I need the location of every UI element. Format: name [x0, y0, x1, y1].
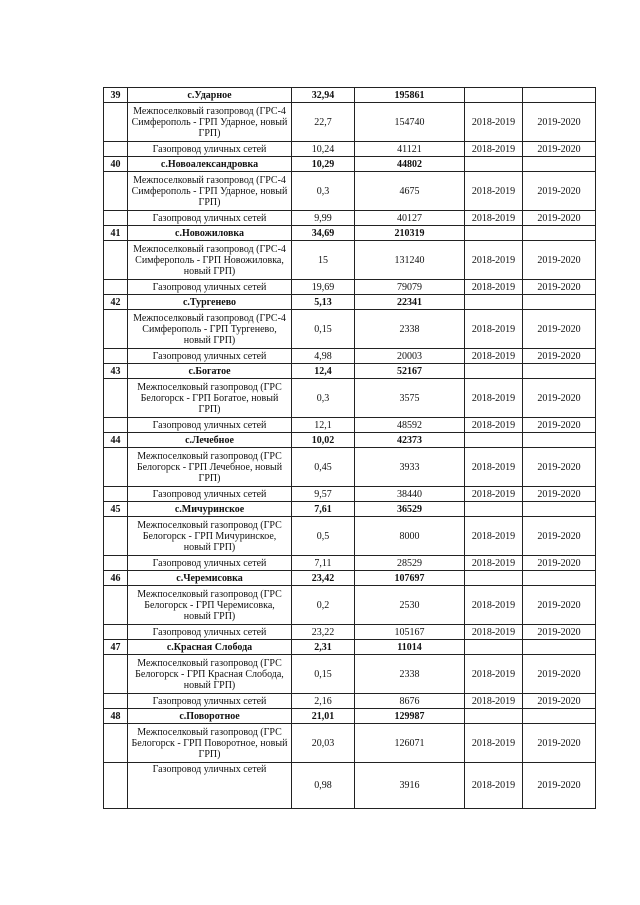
empty-cell	[523, 640, 596, 655]
empty-cell	[465, 709, 523, 724]
empty-cell	[104, 655, 128, 694]
total-length: 2,31	[292, 640, 355, 655]
empty-cell	[104, 556, 128, 571]
length-km: 12,1	[292, 418, 355, 433]
length-km: 22,7	[292, 103, 355, 142]
work-description: Межпоселковый газопровод (ГРС-4 Симферополь - ГРП Тургенево, новый ГРП)	[128, 310, 292, 349]
length-km: 7,11	[292, 556, 355, 571]
total-cost: 195861	[355, 88, 465, 103]
work-description: Газопровод уличных сетей	[128, 487, 292, 502]
gasification-table	[103, 87, 596, 809]
row-number: 46	[104, 571, 128, 586]
settlement-row	[104, 502, 596, 517]
street-network-row	[104, 487, 596, 502]
settlement-name: с.Поворотное	[128, 709, 292, 724]
pipeline-row	[104, 517, 596, 556]
empty-cell	[104, 211, 128, 226]
length-km: 9,99	[292, 211, 355, 226]
empty-cell	[465, 226, 523, 241]
settlement-name: с.Ударное	[128, 88, 292, 103]
work-description: Газопровод уличных сетей	[128, 763, 292, 809]
empty-cell	[104, 448, 128, 487]
table-body	[104, 88, 596, 809]
empty-cell	[465, 640, 523, 655]
work-description: Межпоселковый газопровод (ГРС Белогорск - ГРП Мичуринское, новый ГРП)	[128, 517, 292, 556]
pipeline-row	[104, 724, 596, 763]
cost-value: 2530	[355, 586, 465, 625]
total-length: 5,13	[292, 295, 355, 310]
street-network-row	[104, 694, 596, 709]
row-number: 40	[104, 157, 128, 172]
length-km: 9,57	[292, 487, 355, 502]
settlement-name: с.Новоалександровка	[128, 157, 292, 172]
settlement-row	[104, 571, 596, 586]
cost-value: 3933	[355, 448, 465, 487]
settlement-row	[104, 364, 596, 379]
settlement-name: с.Тургенево	[128, 295, 292, 310]
empty-cell	[104, 694, 128, 709]
length-km: 4,98	[292, 349, 355, 364]
cost-value: 4675	[355, 172, 465, 211]
total-length: 7,61	[292, 502, 355, 517]
construction-period: 2019-2020	[523, 448, 596, 487]
construction-period: 2019-2020	[523, 280, 596, 295]
empty-cell	[465, 295, 523, 310]
work-description: Газопровод уличных сетей	[128, 418, 292, 433]
pipeline-row	[104, 310, 596, 349]
total-length: 23,42	[292, 571, 355, 586]
cost-value: 38440	[355, 487, 465, 502]
design-period: 2018-2019	[465, 349, 523, 364]
pipeline-row	[104, 379, 596, 418]
settlement-name: с.Красная Слобода	[128, 640, 292, 655]
construction-period: 2019-2020	[523, 724, 596, 763]
settlement-name: с.Новожиловка	[128, 226, 292, 241]
construction-period: 2019-2020	[523, 310, 596, 349]
empty-cell	[104, 310, 128, 349]
row-number: 42	[104, 295, 128, 310]
construction-period: 2019-2020	[523, 556, 596, 571]
length-km: 0,3	[292, 379, 355, 418]
design-period: 2018-2019	[465, 586, 523, 625]
empty-cell	[523, 571, 596, 586]
empty-cell	[104, 763, 128, 809]
empty-cell	[104, 418, 128, 433]
construction-period: 2019-2020	[523, 694, 596, 709]
empty-cell	[465, 364, 523, 379]
pipeline-row	[104, 172, 596, 211]
work-description: Газопровод уличных сетей	[128, 556, 292, 571]
construction-period: 2019-2020	[523, 487, 596, 502]
design-period: 2018-2019	[465, 724, 523, 763]
settlement-row	[104, 88, 596, 103]
construction-period: 2019-2020	[523, 241, 596, 280]
cost-value: 40127	[355, 211, 465, 226]
design-period: 2018-2019	[465, 241, 523, 280]
length-km: 0,5	[292, 517, 355, 556]
settlement-row	[104, 157, 596, 172]
work-description: Межпоселковый газопровод (ГРС Белогорск - ГРП Богатое, новый ГРП)	[128, 379, 292, 418]
construction-period: 2019-2020	[523, 418, 596, 433]
design-period: 2018-2019	[465, 655, 523, 694]
empty-cell	[104, 103, 128, 142]
settlement-row	[104, 433, 596, 448]
length-km: 0,3	[292, 172, 355, 211]
work-description: Межпоселковый газопровод (ГРС Белогорск - ГРП Черемисовка, новый ГРП)	[128, 586, 292, 625]
total-cost: 107697	[355, 571, 465, 586]
design-period: 2018-2019	[465, 448, 523, 487]
length-km: 0,15	[292, 655, 355, 694]
design-period: 2018-2019	[465, 694, 523, 709]
construction-period: 2019-2020	[523, 625, 596, 640]
length-km: 20,03	[292, 724, 355, 763]
construction-period: 2019-2020	[523, 655, 596, 694]
length-km: 19,69	[292, 280, 355, 295]
construction-period: 2019-2020	[523, 763, 596, 809]
street-network-row	[104, 418, 596, 433]
cost-value: 3916	[355, 763, 465, 809]
settlement-row	[104, 226, 596, 241]
row-number: 43	[104, 364, 128, 379]
pipeline-row	[104, 103, 596, 142]
design-period: 2018-2019	[465, 211, 523, 226]
cost-value: 131240	[355, 241, 465, 280]
empty-cell	[104, 241, 128, 280]
empty-cell	[104, 586, 128, 625]
empty-cell	[465, 433, 523, 448]
total-length: 32,94	[292, 88, 355, 103]
settlement-name: с.Мичуринское	[128, 502, 292, 517]
work-description: Газопровод уличных сетей	[128, 349, 292, 364]
design-period: 2018-2019	[465, 310, 523, 349]
total-cost: 11014	[355, 640, 465, 655]
street-network-row	[104, 211, 596, 226]
construction-period: 2019-2020	[523, 349, 596, 364]
row-number: 48	[104, 709, 128, 724]
total-cost: 129987	[355, 709, 465, 724]
empty-cell	[523, 157, 596, 172]
empty-cell	[523, 295, 596, 310]
length-km: 23,22	[292, 625, 355, 640]
construction-period: 2019-2020	[523, 142, 596, 157]
length-km: 0,15	[292, 310, 355, 349]
construction-period: 2019-2020	[523, 103, 596, 142]
design-period: 2018-2019	[465, 625, 523, 640]
construction-period: 2019-2020	[523, 379, 596, 418]
row-number: 45	[104, 502, 128, 517]
design-period: 2018-2019	[465, 379, 523, 418]
construction-period: 2019-2020	[523, 517, 596, 556]
total-length: 10,02	[292, 433, 355, 448]
work-description: Межпоселковый газопровод (ГРС-4 Симферополь - ГРП Новожиловка, новый ГРП)	[128, 241, 292, 280]
street-network-row	[104, 280, 596, 295]
street-network-row	[104, 763, 596, 809]
design-period: 2018-2019	[465, 103, 523, 142]
length-km: 0,2	[292, 586, 355, 625]
row-number: 41	[104, 226, 128, 241]
design-period: 2018-2019	[465, 763, 523, 809]
cost-value: 126071	[355, 724, 465, 763]
design-period: 2018-2019	[465, 517, 523, 556]
work-description: Газопровод уличных сетей	[128, 280, 292, 295]
cost-value: 2338	[355, 310, 465, 349]
length-km: 2,16	[292, 694, 355, 709]
empty-cell	[104, 487, 128, 502]
empty-cell	[104, 517, 128, 556]
empty-cell	[523, 433, 596, 448]
pipeline-row	[104, 448, 596, 487]
length-km: 0,98	[292, 763, 355, 809]
cost-value: 28529	[355, 556, 465, 571]
work-description: Газопровод уличных сетей	[128, 694, 292, 709]
cost-value: 41121	[355, 142, 465, 157]
settlement-name: с.Богатое	[128, 364, 292, 379]
total-length: 21,01	[292, 709, 355, 724]
empty-cell	[523, 502, 596, 517]
design-period: 2018-2019	[465, 142, 523, 157]
street-network-row	[104, 625, 596, 640]
total-length: 10,29	[292, 157, 355, 172]
cost-value: 8676	[355, 694, 465, 709]
street-network-row	[104, 556, 596, 571]
settlement-row	[104, 640, 596, 655]
work-description: Межпоселковый газопровод (ГРС Белогорск - ГРП Поворотное, новый ГРП)	[128, 724, 292, 763]
design-period: 2018-2019	[465, 418, 523, 433]
construction-period: 2019-2020	[523, 172, 596, 211]
pipeline-row	[104, 586, 596, 625]
cost-value: 154740	[355, 103, 465, 142]
empty-cell	[104, 142, 128, 157]
street-network-row	[104, 349, 596, 364]
street-network-row	[104, 142, 596, 157]
length-km: 15	[292, 241, 355, 280]
total-cost: 36529	[355, 502, 465, 517]
empty-cell	[523, 226, 596, 241]
settlement-name: с.Лечебное	[128, 433, 292, 448]
empty-cell	[104, 724, 128, 763]
cost-value: 20003	[355, 349, 465, 364]
pipeline-row	[104, 655, 596, 694]
total-cost: 210319	[355, 226, 465, 241]
row-number: 47	[104, 640, 128, 655]
work-description: Межпоселковый газопровод (ГРС Белогорск - ГРП Красная Слобода, новый ГРП)	[128, 655, 292, 694]
settlement-name: с.Черемисовка	[128, 571, 292, 586]
construction-period: 2019-2020	[523, 211, 596, 226]
empty-cell	[523, 364, 596, 379]
total-length: 34,69	[292, 226, 355, 241]
total-cost: 44802	[355, 157, 465, 172]
empty-cell	[465, 502, 523, 517]
construction-period: 2019-2020	[523, 586, 596, 625]
total-cost: 22341	[355, 295, 465, 310]
design-period: 2018-2019	[465, 172, 523, 211]
empty-cell	[104, 172, 128, 211]
length-km: 10,24	[292, 142, 355, 157]
total-cost: 42373	[355, 433, 465, 448]
work-description: Газопровод уличных сетей	[128, 142, 292, 157]
empty-cell	[104, 379, 128, 418]
work-description: Межпоселковый газопровод (ГРС Белогорск - ГРП Лечебное, новый ГРП)	[128, 448, 292, 487]
cost-value: 3575	[355, 379, 465, 418]
total-cost: 52167	[355, 364, 465, 379]
settlement-row	[104, 709, 596, 724]
row-number: 39	[104, 88, 128, 103]
settlement-row	[104, 295, 596, 310]
design-period: 2018-2019	[465, 487, 523, 502]
cost-value: 48592	[355, 418, 465, 433]
design-period: 2018-2019	[465, 556, 523, 571]
pipeline-row	[104, 241, 596, 280]
empty-cell	[104, 349, 128, 364]
empty-cell	[465, 571, 523, 586]
empty-cell	[523, 709, 596, 724]
empty-cell	[465, 88, 523, 103]
design-period: 2018-2019	[465, 280, 523, 295]
work-description: Газопровод уличных сетей	[128, 211, 292, 226]
work-description: Межпоселковый газопровод (ГРС-4 Симферополь - ГРП Ударное, новый ГРП)	[128, 103, 292, 142]
cost-value: 8000	[355, 517, 465, 556]
cost-value: 2338	[355, 655, 465, 694]
cost-value: 79079	[355, 280, 465, 295]
work-description: Межпоселковый газопровод (ГРС-4 Симферополь - ГРП Ударное, новый ГРП)	[128, 172, 292, 211]
empty-cell	[465, 157, 523, 172]
row-number: 44	[104, 433, 128, 448]
empty-cell	[523, 88, 596, 103]
cost-value: 105167	[355, 625, 465, 640]
length-km: 0,45	[292, 448, 355, 487]
total-length: 12,4	[292, 364, 355, 379]
work-description: Газопровод уличных сетей	[128, 625, 292, 640]
empty-cell	[104, 280, 128, 295]
empty-cell	[104, 625, 128, 640]
